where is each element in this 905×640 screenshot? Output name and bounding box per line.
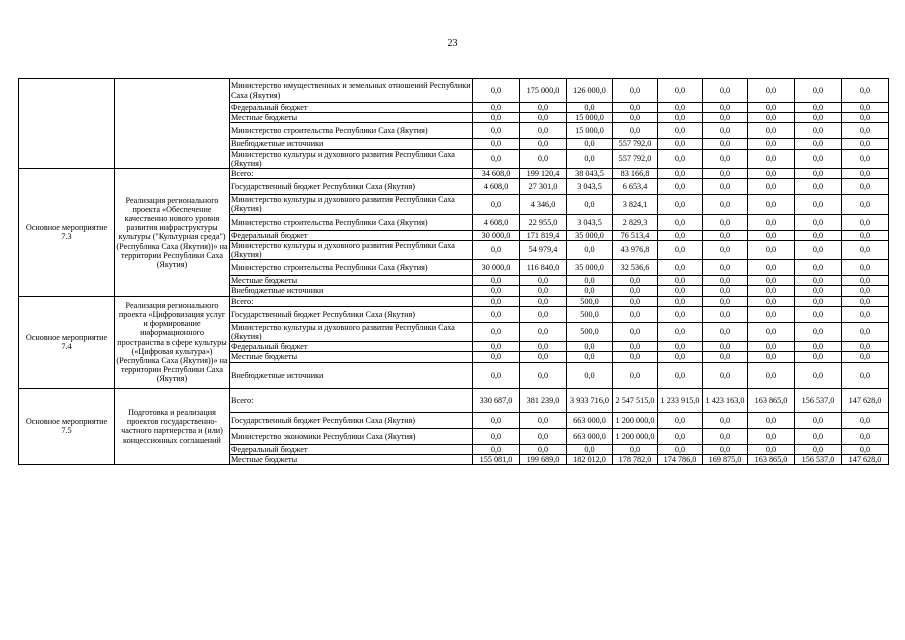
amount-cell: 0,0	[703, 412, 748, 428]
amount-cell: 199 120,4	[520, 169, 567, 179]
amount-cell: 0,0	[795, 322, 842, 341]
amount-cell: 0,0	[473, 123, 520, 139]
amount-cell: 0,0	[613, 113, 658, 123]
amount-cell: 4 608,0	[473, 214, 520, 230]
amount-cell: 0,0	[703, 79, 748, 103]
amount-cell: 0,0	[795, 79, 842, 103]
amount-cell: 38 043,5	[567, 169, 613, 179]
amount-cell: 0,0	[703, 296, 748, 306]
table-row	[19, 169, 889, 179]
amount-cell: 0,0	[703, 322, 748, 341]
amount-cell: 0,0	[795, 149, 842, 168]
amount-cell: 0,0	[842, 123, 889, 139]
funding-source-cell: Государственный бюджет Республики Саха (Якутия)	[230, 179, 473, 195]
amount-cell: 15 000,0	[567, 123, 613, 139]
amount-cell: 557 792,0	[613, 139, 658, 149]
amount-cell: 0,0	[748, 79, 795, 103]
funding-source-cell: Местные бюджеты	[230, 113, 473, 123]
amount-cell: 0,0	[842, 362, 889, 388]
amount-cell: 0,0	[613, 342, 658, 352]
amount-cell: 500,0	[567, 296, 613, 306]
amount-cell: 0,0	[473, 79, 520, 103]
amount-cell: 147 628,0	[842, 388, 889, 412]
table-row	[19, 296, 889, 306]
amount-cell: 174 786,0	[658, 454, 703, 464]
event-title-cell	[115, 79, 230, 169]
amount-cell: 0,0	[703, 103, 748, 113]
funding-source-cell: Федеральный бюджет	[230, 342, 473, 352]
amount-cell: 0,0	[795, 286, 842, 296]
amount-cell: 3 043,5	[567, 214, 613, 230]
amount-cell: 0,0	[658, 195, 703, 214]
amount-cell: 0,0	[703, 276, 748, 286]
amount-cell: 0,0	[842, 428, 889, 444]
amount-cell: 0,0	[473, 322, 520, 341]
event-title-cell: Реализация регионального проекта «Цифровизация услуг и формирование информационного пространства в сфере культуры («Цифровая культура») (Республика Саха (Якутия))» на территории Республики Саха (Якутия)	[115, 296, 230, 388]
event-title-cell: Реализация регионального проекта «Обеспечение качественно нового уровня развития инфраструктуры культуры ("Культурная среда") (Республика Саха (Якутия))» на территории Республики Саха (Якутия)	[115, 169, 230, 297]
funding-source-cell: Государственный бюджет Республики Саха (Якутия)	[230, 412, 473, 428]
amount-cell: 0,0	[748, 149, 795, 168]
amount-cell: 0,0	[842, 444, 889, 454]
amount-cell: 0,0	[795, 428, 842, 444]
amount-cell: 0,0	[520, 362, 567, 388]
amount-cell: 0,0	[658, 444, 703, 454]
amount-cell: 0,0	[748, 260, 795, 276]
amount-cell: 0,0	[520, 412, 567, 428]
amount-cell: 0,0	[842, 195, 889, 214]
amount-cell: 0,0	[520, 139, 567, 149]
amount-cell: 0,0	[795, 169, 842, 179]
amount-cell: 0,0	[748, 276, 795, 286]
amount-cell: 147 628,0	[842, 454, 889, 464]
amount-cell: 0,0	[842, 240, 889, 259]
amount-cell: 0,0	[748, 362, 795, 388]
amount-cell: 0,0	[748, 286, 795, 296]
amount-cell: 0,0	[473, 412, 520, 428]
amount-cell: 0,0	[703, 352, 748, 362]
amount-cell: 0,0	[703, 362, 748, 388]
amount-cell: 0,0	[795, 139, 842, 149]
page-number: 23	[447, 38, 458, 49]
amount-cell: 163 865,0	[748, 454, 795, 464]
amount-cell: 0,0	[473, 444, 520, 454]
amount-cell: 0,0	[613, 362, 658, 388]
amount-cell: 1 200 000,0	[613, 428, 658, 444]
funding-source-cell: Министерство культуры и духовного развития Республики Саха (Якутия)	[230, 322, 473, 341]
amount-cell: 22 955,0	[520, 214, 567, 230]
event-cell: Основное мероприятие 7.5	[19, 388, 115, 464]
amount-cell: 0,0	[795, 412, 842, 428]
table-row	[19, 79, 889, 103]
amount-cell: 0,0	[748, 214, 795, 230]
amount-cell: 0,0	[795, 230, 842, 240]
amount-cell: 0,0	[658, 276, 703, 286]
amount-cell: 0,0	[703, 230, 748, 240]
amount-cell: 0,0	[795, 362, 842, 388]
funding-source-cell: Внебюджетные источники	[230, 139, 473, 149]
amount-cell: 0,0	[473, 342, 520, 352]
amount-cell: 0,0	[520, 286, 567, 296]
amount-cell: 0,0	[795, 240, 842, 259]
amount-cell: 0,0	[567, 444, 613, 454]
amount-cell: 0,0	[658, 362, 703, 388]
amount-cell: 0,0	[520, 352, 567, 362]
amount-cell: 0,0	[658, 342, 703, 352]
amount-cell: 0,0	[703, 306, 748, 322]
amount-cell: 0,0	[842, 286, 889, 296]
amount-cell: 0,0	[473, 113, 520, 123]
amount-cell: 0,0	[567, 149, 613, 168]
amount-cell: 0,0	[658, 296, 703, 306]
event-cell: Основное мероприятие 7.4	[19, 296, 115, 388]
amount-cell: 0,0	[520, 444, 567, 454]
amount-cell: 0,0	[703, 342, 748, 352]
funding-source-cell: Министерство культуры и духовного развития Республики Саха (Якутия)	[230, 240, 473, 259]
amount-cell: 0,0	[703, 286, 748, 296]
funding-source-cell: Министерство культуры и духовного развития Республики Саха (Якутия)	[230, 149, 473, 168]
amount-cell: 0,0	[748, 195, 795, 214]
funding-source-cell: Местные бюджеты	[230, 276, 473, 286]
funding-source-cell: Всего:	[230, 388, 473, 412]
amount-cell: 0,0	[795, 260, 842, 276]
amount-cell: 0,0	[613, 123, 658, 139]
amount-cell: 4 608,0	[473, 179, 520, 195]
amount-cell: 83 166,8	[613, 169, 658, 179]
event-cell: Основное мероприятие 7.3	[19, 169, 115, 297]
amount-cell: 0,0	[703, 195, 748, 214]
amount-cell: 0,0	[520, 103, 567, 113]
amount-cell: 0,0	[795, 276, 842, 286]
amount-cell: 0,0	[748, 296, 795, 306]
amount-cell: 4 346,0	[520, 195, 567, 214]
amount-cell: 0,0	[842, 113, 889, 123]
amount-cell: 0,0	[842, 230, 889, 240]
amount-cell: 0,0	[613, 352, 658, 362]
funding-source-cell: Государственный бюджет Республики Саха (Якутия)	[230, 306, 473, 322]
amount-cell: 0,0	[795, 352, 842, 362]
amount-cell: 1 233 915,0	[658, 388, 703, 412]
amount-cell: 0,0	[748, 428, 795, 444]
amount-cell: 0,0	[473, 352, 520, 362]
amount-cell: 0,0	[658, 169, 703, 179]
funding-source-cell: Министерство культуры и духовного развития Республики Саха (Якутия)	[230, 195, 473, 214]
amount-cell: 0,0	[567, 240, 613, 259]
amount-cell: 0,0	[658, 352, 703, 362]
amount-cell: 0,0	[520, 276, 567, 286]
amount-cell: 0,0	[520, 113, 567, 123]
amount-cell: 0,0	[842, 169, 889, 179]
amount-cell: 0,0	[658, 260, 703, 276]
amount-cell: 0,0	[748, 240, 795, 259]
amount-cell: 156 537,0	[795, 454, 842, 464]
funding-source-cell: Министерство экономики Республики Саха (Якутия)	[230, 428, 473, 444]
amount-cell: 0,0	[658, 306, 703, 322]
amount-cell: 0,0	[658, 139, 703, 149]
amount-cell: 0,0	[567, 139, 613, 149]
amount-cell: 0,0	[795, 214, 842, 230]
amount-cell: 0,0	[520, 306, 567, 322]
amount-cell: 0,0	[748, 352, 795, 362]
amount-cell: 0,0	[842, 296, 889, 306]
amount-cell: 76 513,4	[613, 230, 658, 240]
amount-cell: 0,0	[703, 428, 748, 444]
amount-cell: 0,0	[748, 306, 795, 322]
amount-cell: 0,0	[658, 79, 703, 103]
amount-cell: 0,0	[703, 214, 748, 230]
amount-cell: 0,0	[748, 139, 795, 149]
amount-cell: 0,0	[567, 195, 613, 214]
amount-cell: 178 782,0	[613, 454, 658, 464]
amount-cell: 500,0	[567, 306, 613, 322]
amount-cell: 0,0	[795, 103, 842, 113]
amount-cell: 0,0	[658, 286, 703, 296]
amount-cell: 2 547 515,0	[613, 388, 658, 412]
amount-cell: 0,0	[473, 362, 520, 388]
amount-cell: 0,0	[520, 322, 567, 341]
amount-cell: 0,0	[473, 103, 520, 113]
amount-cell: 0,0	[613, 444, 658, 454]
amount-cell: 0,0	[703, 260, 748, 276]
amount-cell: 0,0	[842, 103, 889, 113]
amount-cell: 0,0	[658, 322, 703, 341]
funding-source-cell: Министерство строительства Республики Саха (Якутия)	[230, 214, 473, 230]
amount-cell: 0,0	[613, 322, 658, 341]
amount-cell: 0,0	[520, 428, 567, 444]
amount-cell: 3 933 716,0	[567, 388, 613, 412]
amount-cell: 0,0	[473, 306, 520, 322]
amount-cell: 0,0	[658, 123, 703, 139]
amount-cell: 0,0	[520, 342, 567, 352]
amount-cell: 0,0	[473, 276, 520, 286]
amount-cell: 0,0	[795, 306, 842, 322]
amount-cell: 0,0	[473, 139, 520, 149]
amount-cell: 0,0	[748, 412, 795, 428]
amount-cell: 0,0	[613, 103, 658, 113]
amount-cell: 0,0	[842, 79, 889, 103]
amount-cell: 663 000,0	[567, 412, 613, 428]
amount-cell: 0,0	[613, 286, 658, 296]
amount-cell: 0,0	[842, 179, 889, 195]
amount-cell: 0,0	[613, 276, 658, 286]
amount-cell: 0,0	[748, 444, 795, 454]
amount-cell: 0,0	[473, 149, 520, 168]
amount-cell: 0,0	[795, 342, 842, 352]
event-title-cell: Подготовка и реализация проектов государственно-частного партнерства и (или) концессионных соглашений	[115, 388, 230, 464]
amount-cell: 0,0	[842, 306, 889, 322]
amount-cell: 0,0	[567, 103, 613, 113]
amount-cell: 500,0	[567, 322, 613, 341]
funding-source-cell: Внебюджетные источники	[230, 286, 473, 296]
amount-cell: 0,0	[473, 286, 520, 296]
amount-cell: 0,0	[842, 149, 889, 168]
amount-cell: 0,0	[520, 149, 567, 168]
amount-cell: 0,0	[658, 240, 703, 259]
amount-cell: 0,0	[842, 260, 889, 276]
amount-cell: 3 043,5	[567, 179, 613, 195]
amount-cell: 0,0	[795, 179, 842, 195]
amount-cell: 0,0	[658, 230, 703, 240]
amount-cell: 0,0	[703, 113, 748, 123]
amount-cell: 0,0	[795, 123, 842, 139]
amount-cell: 0,0	[748, 123, 795, 139]
funding-source-cell: Министерство имущественных и земельных отношений Республики Саха (Якутия)	[230, 79, 473, 103]
amount-cell: 0,0	[748, 179, 795, 195]
amount-cell: 34 608,0	[473, 169, 520, 179]
amount-cell: 0,0	[658, 103, 703, 113]
amount-cell: 27 301,0	[520, 179, 567, 195]
amount-cell: 0,0	[795, 296, 842, 306]
amount-cell: 35 000,0	[567, 260, 613, 276]
event-cell	[19, 79, 115, 169]
amount-cell: 381 239,0	[520, 388, 567, 412]
amount-cell: 0,0	[473, 240, 520, 259]
amount-cell: 0,0	[748, 230, 795, 240]
amount-cell: 0,0	[842, 276, 889, 286]
amount-cell: 2 829,3	[613, 214, 658, 230]
amount-cell: 330 687,0	[473, 388, 520, 412]
funding-source-cell: Министерство строительства Республики Саха (Якутия)	[230, 260, 473, 276]
amount-cell: 0,0	[842, 322, 889, 341]
amount-cell: 116 840,0	[520, 260, 567, 276]
amount-cell: 3 824,1	[613, 195, 658, 214]
funding-source-cell: Внебюджетные источники	[230, 362, 473, 388]
amount-cell: 0,0	[658, 214, 703, 230]
amount-cell: 0,0	[567, 286, 613, 296]
amount-cell: 0,0	[658, 428, 703, 444]
amount-cell: 182 012,0	[567, 454, 613, 464]
amount-cell: 557 792,0	[613, 149, 658, 168]
amount-cell: 175 000,0	[520, 79, 567, 103]
funding-source-cell: Местные бюджеты	[230, 352, 473, 362]
amount-cell: 0,0	[748, 113, 795, 123]
amount-cell: 663 000,0	[567, 428, 613, 444]
amount-cell: 32 536,6	[613, 260, 658, 276]
amount-cell: 0,0	[613, 79, 658, 103]
amount-cell: 0,0	[658, 179, 703, 195]
amount-cell: 126 000,0	[567, 79, 613, 103]
amount-cell: 0,0	[658, 113, 703, 123]
amount-cell: 0,0	[842, 139, 889, 149]
amount-cell: 30 000,0	[473, 260, 520, 276]
amount-cell: 0,0	[473, 428, 520, 444]
amount-cell: 35 000,0	[567, 230, 613, 240]
amount-cell: 156 537,0	[795, 388, 842, 412]
amount-cell: 6 653,4	[613, 179, 658, 195]
amount-cell: 0,0	[842, 342, 889, 352]
amount-cell: 0,0	[473, 195, 520, 214]
amount-cell: 0,0	[748, 342, 795, 352]
amount-cell: 0,0	[658, 149, 703, 168]
amount-cell: 0,0	[703, 444, 748, 454]
amount-cell: 0,0	[703, 139, 748, 149]
amount-cell: 0,0	[703, 179, 748, 195]
amount-cell: 0,0	[613, 296, 658, 306]
amount-cell: 0,0	[567, 342, 613, 352]
amount-cell: 15 000,0	[567, 113, 613, 123]
funding-source-cell: Местные бюджеты	[230, 454, 473, 464]
amount-cell: 0,0	[567, 352, 613, 362]
amount-cell: 30 000,0	[473, 230, 520, 240]
amount-cell: 0,0	[613, 306, 658, 322]
amount-cell: 0,0	[795, 444, 842, 454]
amount-cell: 0,0	[520, 123, 567, 139]
amount-cell: 0,0	[703, 169, 748, 179]
funding-source-cell: Федеральный бюджет	[230, 103, 473, 113]
amount-cell: 0,0	[842, 214, 889, 230]
amount-cell: 43 976,8	[613, 240, 658, 259]
amount-cell: 163 865,0	[748, 388, 795, 412]
funding-source-cell: Министерство строительства Республики Саха (Якутия)	[230, 123, 473, 139]
funding-source-cell: Всего:	[230, 296, 473, 306]
amount-cell: 1 200 000,0	[613, 412, 658, 428]
amount-cell: 54 979,4	[520, 240, 567, 259]
amount-cell: 0,0	[795, 195, 842, 214]
funding-source-cell: Федеральный бюджет	[230, 444, 473, 454]
budget-table	[18, 78, 889, 465]
amount-cell: 0,0	[703, 149, 748, 168]
amount-cell: 0,0	[748, 169, 795, 179]
amount-cell: 0,0	[703, 240, 748, 259]
amount-cell: 169 875,0	[703, 454, 748, 464]
amount-cell: 199 689,0	[520, 454, 567, 464]
amount-cell: 0,0	[748, 322, 795, 341]
amount-cell: 155 081,0	[473, 454, 520, 464]
amount-cell: 171 819,4	[520, 230, 567, 240]
amount-cell: 0,0	[567, 276, 613, 286]
table-row	[19, 388, 889, 412]
amount-cell: 0,0	[842, 412, 889, 428]
amount-cell: 0,0	[842, 352, 889, 362]
amount-cell: 1 423 163,0	[703, 388, 748, 412]
funding-source-cell: Федеральный бюджет	[230, 230, 473, 240]
amount-cell: 0,0	[703, 123, 748, 139]
funding-source-cell: Всего:	[230, 169, 473, 179]
amount-cell: 0,0	[658, 412, 703, 428]
amount-cell: 0,0	[748, 103, 795, 113]
amount-cell: 0,0	[795, 113, 842, 123]
amount-cell: 0,0	[567, 362, 613, 388]
amount-cell: 0,0	[520, 296, 567, 306]
amount-cell: 0,0	[473, 296, 520, 306]
